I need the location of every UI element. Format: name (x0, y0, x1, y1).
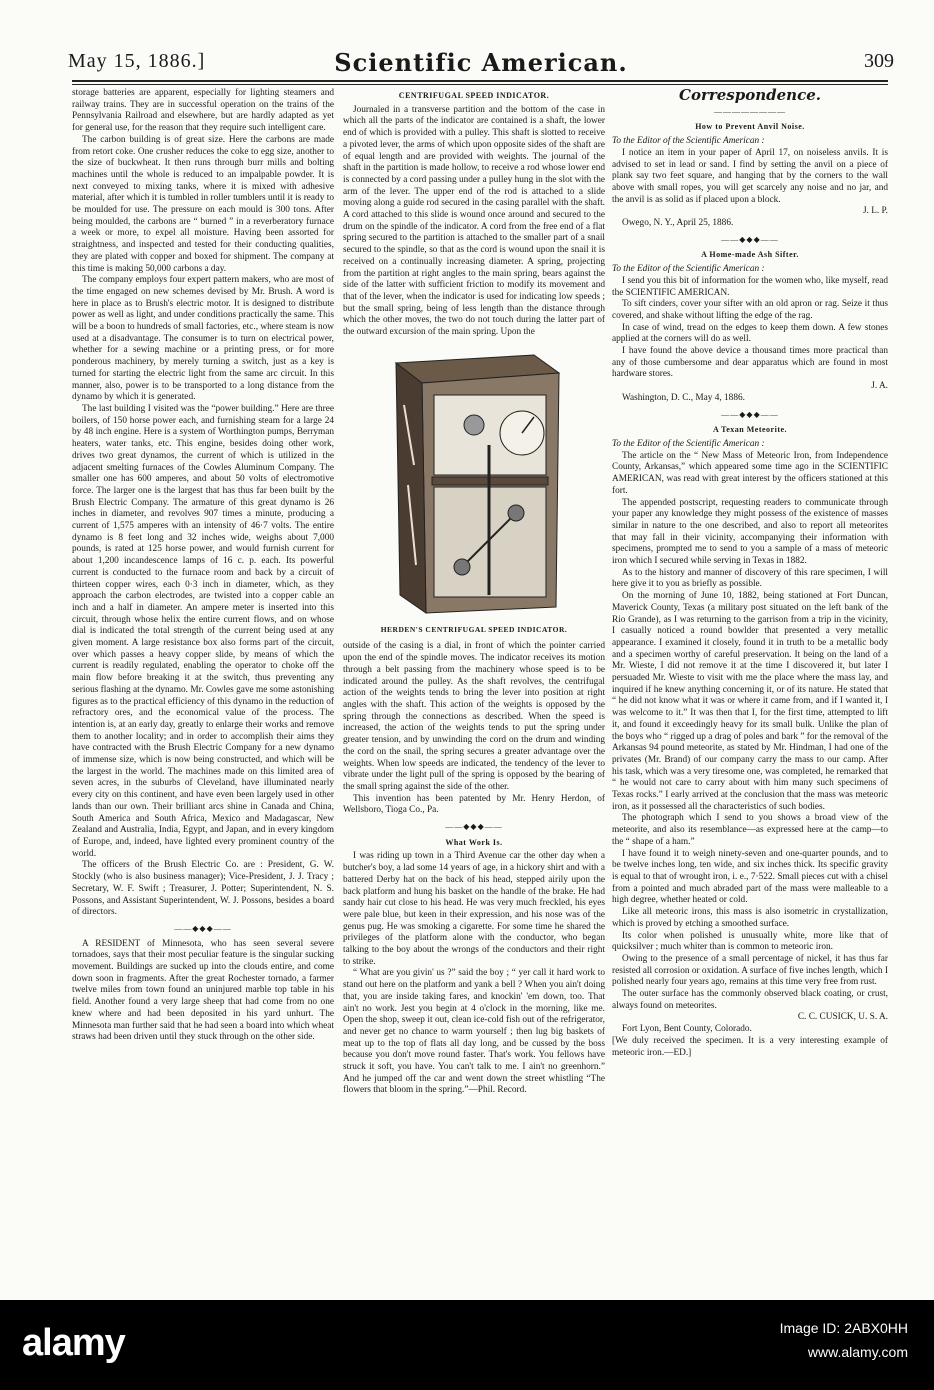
letter-paragraph: The photograph which I send to you shows a broad view of the meteorite, and also its resemblance—as expressed here at the camp—to the “ shape of a ham.” (612, 813, 888, 847)
article-paragraph: I was riding up town in a Third Avenue car the other day when a butcher's boy, a lad some 14 years of age, in a hickory shirt and with a battered Derby hat on the back of his head, stepped airily upon the back platform and hung his basket on the handle of the brake. He had sandy hair cut close to his head. He was very much freckled, his eyes were pale blue, but keen in their expression, and his nose was of the genus pug. He was smoking a cigarette. For some time he shared the privileges of the platform alone with the conductor, who began talking to the boy about the wrongs of the conductors and their right to strike. (343, 851, 605, 967)
speed-indicator-illustration (374, 345, 574, 620)
letter-paragraph: The outer surface has the commonly observed black coating, or crust, always found on meteorites. (612, 989, 888, 1011)
ornament-divider: ——◆◆◆—— (721, 409, 779, 419)
page-header (68, 40, 894, 80)
figure-caption: HERDEN'S CENTRIFUGAL SPEED INDICATOR. (380, 624, 568, 634)
letter-paragraph: I notice an item in your paper of April 17, on noiseless anvils. It is advised to set in lead or sand. I find by setting the anvil on a piece of plank say two feet square, and hanging that by the corners to the wall above with small ropes, you will get scarcely any noise and no jar, and the anvil is as solid as if placed upon a block. (612, 147, 888, 205)
header-rule (72, 80, 888, 82)
letter-paragraph: I have found the above device a thousand times more practical than any of those cumbersome and dear apparatus which are found in most hardware stores. (612, 346, 888, 380)
section-heading: Correspondence. (679, 88, 821, 104)
issue-date: May 15, 1886.] (68, 50, 206, 72)
letter-title: A Home-made Ash Sifter. (701, 250, 799, 260)
letter-place: Fort Lyon, Bent County, Colorado. (622, 1024, 752, 1035)
article-heading: What Work Is. (445, 837, 503, 847)
image-id: Image ID: 2ABX0HH (779, 1320, 908, 1336)
article-paragraph: “ What are you givin' us ?” said the boy ; “ yer call it hard work to stand out here on the platform and yank a bell ? When you ain't doing that, you are inside taking fares, and knockin' 'em down, too. That ain't no work. Jest you begin at 4 o'clock in the morning, like me. Open the shop, sweep it out, clean ice-cold fish out of the refrigerator, and never get no chance to warm yourself ; then lug big baskets of meat up to the top of flats all day long, and be cussed by the boss because you don't move round faster. That's work. You fellows have struck it soft, you have. You can't talk to me. I ain't no greenhorn.” And he jumped off the car and went down the street whistling “The flowers that bloom in the spring.”—Phil. Record. (343, 968, 605, 1096)
ornament-divider: ——◆◆◆—— (721, 234, 779, 244)
letter-paragraph: Its color when polished is unusually white, more like that of quicksilver ; much whiter than is common to meteoric iron. (612, 930, 888, 953)
letter-paragraph: In case of wind, tread on the edges to keep them down. A few stones applied at the corners will do as well. (612, 322, 888, 345)
col1-paragraph: The carbon building is of great size. Here the carbons are made from retort coke. One crusher reduces the coke to egg size, another to the size of buckwheat. It then runs through burr mills and bolting machines until the whole is reduced to an impalpable powder. It is next conveyed to mixing tanks, where it is mixed with adhesive material, after which it is tumbled in roller tumblers until it is ready to be moulded for use. The pressure on each mould is 300 tons. After being moulded, the carbons are “ burned ” in a reverberatory furnace a week or more, to expel all moisture. Having been assorted for straightness, and inspected and tested for their conducting qualities, they are plated with copper and boxed for shipment. The company at this time is making 50,000 carbons a day. (72, 134, 334, 274)
article-paragraph: This invention has been patented by Mr. Henry Herdon, of Wellsboro, Tioga Co., Pa. (343, 793, 605, 816)
ornament-divider: ——◆◆◆—— (174, 923, 232, 933)
letter-salutation: To the Editor of the Scientific American : (612, 136, 765, 147)
header-rule-thin (72, 84, 888, 85)
col1-paragraph: storage batteries are apparent, especially for lighting steamers and railway trains. They are in successful operation on the trains of the Pennsylvania Railroad and elsewhere, but are hardly adapted as yet for general use, for the reason that they require such intelligent care. (72, 88, 334, 134)
editor-note: [We duly received the specimen. It is a very interesting example of meteoric iron.—ED.] (612, 1035, 888, 1058)
col1-paragraph: The last building I visited was the “power building.” Here are three boilers, of 150 horse power each, and furnishing steam for a large 24 by 48 inch engine. Here is a system of Worthington pumps, Berryman heaters, water tanks, etc. This engine, besides doing other work, drives two great dynamos, the current of which is utilized in the adjacent smelting furnaces of the Cowles Aluminum Company. The smaller one has 600 amperes, and about 50 volts of electromotive force. The larger one is the largest that has thus far been built by the Brush Electric Company. The armature of this great dynamo is 26 inches in diameter, and revolves 907 times a minute, producing a current of 1,575 amperes with an intensity of 46·7 volts. The entire dynamo is 8 feet long and 32 inches wide, weighs about 7,000 pounds, is rated at 125 horse power, and would furnish current for about 1,200 incandescence lamps of 16 c. p. each. Its powerful current is conducted to the furnace room and back by a circuit of thirteen copper wires, each 0·3 inch in diameter, which, as they approach the carbon electrodes, are twisted into a copper cable an inch and a half in diameter. An ampere meter is inserted into this circuit, through whose helix the entire current flows, and on whose dial is indicated the total strength of the current being used at any given moment. A large resistance box also forms part of the circuit, over which passes a heavy copper slide, by means of which the current is readily regulated, enabling the operator to choke off the main flow before breaking it at the switch, thus preventing any serious flashing at the dynamo. Mr. Cowles gave me some astonishing figures as to the practical efficiency of this dynamo in the reduction of refractory ores, and the economical value of the process. The intention is, at an early day, greatly to enlarge their works and remove them to another locality; and in order to accomplish their aims they have contracted with the Brush Electric Company for a new dynamo of immense size, which is now being constructed, and which will be the largest in the world. The machines made on this limited area of seven acres, in the suburbs of Cleveland, have illuminated nearly every city on this continent, and have even been largely used in other lands than our own. Their brilliant arcs shine in Canada and China, South America and South Africa, Mexico and Madagascar, New Zealand and Australia, India, Egypt, and Japan, and in every kingdom of Europe, and, indeed, have lighted every prominent country of the world. (72, 403, 334, 859)
column-3 (612, 88, 888, 1293)
article-paragraph: Journaled in a transverse partition and the bottom of the case in which all the parts of the indicator are contained is a shaft, the lower end of which is provided with a pulley. This shaft is slotted to receive a pivoted lever, the arms of which upon opposite sides of the shaft are of equal length and are provided with weights. The journal of the shaft in the partition is made hollow, to receive a rod whose lower end is connected by a cord passing under a pulley hung in the slot with the arm of the lever. The upper end of the rod is attached to a slide moving along a guide rod secured in the casing parallel with the shaft. A cord attached to this slide is wound once around and secured to the drum on the spindle of the indicator. A cord from the free end of a flat spring secured to the partition is attached to the smaller part of a snail secured to the spindle, so that as the cord is wound upon the snail it is received on a continually increasing diameter. A spring, projecting from the partition at right angles to the main spring, bears against the side of the latter with sufficient friction to modify its movement and that of the lever, when the indicator is used for indicating low speeds ; but the small spring, being of less length than the distance through which the other moves, the two do not touch during the latter part of the outward excursion of the main spring. Upon the (343, 104, 605, 338)
letter-paragraph: As to the history and manner of discovery of this rare specimen, I will here give it to you as briefly as possible. (612, 567, 888, 590)
letter-paragraph: Like all meteoric irons, this mass is also isometric in crystallization, which is proved by etching a smoothed surface. (612, 907, 888, 929)
letter-paragraph: I have found it to weigh ninety-seven and one-quarter pounds, and to be twelve inches long, ten wide, and six inches thick. Its specific gravity is equal to that of wrought iron, i. e., 7·522. Small pieces cut with a chisel from a pointed and much abraded part of the mass were malleable to a high degree, whether heated or cold. (612, 848, 888, 906)
column-2 (343, 88, 605, 1293)
letter-paragraph: Owing to the presence of a small percentage of nickel, it has thus far resisted all corrosion or oxidation. A surface of five inches length, which I polished nearly four years ago, remains at this time very free from rust. (612, 953, 888, 988)
article-paragraph: outside of the casing is a dial, in front of which the pointer carried upon the end of the spindle moves. The indicator receives its motion through a belt passing from the machinery whose speed is to be indicated around the pulley. As the shaft revolves, the centrifugal action of the weights tends to bring the lever into position at right angles with the shaft. This action of the weights is opposed by the spring through the connections as described. When the speed is increased, the action of the weights tends to put the spring under greater tension, and by unwinding the cord on the drum and winding the cord on the snail, the spring secures a greater advantage over the weights. When low speeds are indicated, the tendency of the lever to vibrate under the light pull of the spring is opposed by the bearing of the small spring against the side of the other. (343, 641, 605, 792)
letter-paragraph: I send you this bit of information for the women who, like myself, read the SCIENTIFIC AMERICAN. (612, 275, 888, 298)
site-url: www.alamy.com (807, 1344, 908, 1360)
letter-salutation: To the Editor of the Scientific American : (612, 438, 765, 449)
letter-signature: J. L. P. (862, 206, 888, 217)
letter-place: Washington, D. C., May 4, 1886. (622, 392, 745, 403)
masthead-title: Scientific American. (334, 48, 628, 77)
letter-title: A Texan Meteorite. (712, 425, 788, 435)
engraving-figure (343, 345, 605, 620)
letter-signature: C. C. CUSICK, U. S. A. (797, 1012, 888, 1023)
letter-signature: J. A. (871, 381, 888, 392)
letter-place: Owego, N. Y., April 25, 1886. (622, 218, 734, 229)
col1-paragraph: The officers of the Brush Electric Co. are : President, G. W. Stockly (who is also business manager); Vice-President, J. J. Tracy ; Secretary, W. F. Swift ; Treasurer, J. Potter; Superintendent, N. S. Possons, and Assistant Superintendent, W. J. Possons, besides a board of directors. (72, 860, 334, 918)
col1-paragraph: The company employs four expert pattern makers, who are most of the time engaged on new schemes devised by Mr. Brush. A word is here in place as to Brush's electric motor. It is designed to distribute power as well as light, and under conditions practically the same. This will be a boon to hundreds of small factories, etc., where steam is now used at a disadvantage. The consumer is to turn on electrical power, whether for a sewing machine or a printing press, or for more ponderous machinery, by merely turning a switch, just as a key is turned for starting the electric light from the same arc circuit. In this manner, also, power is to be transported to a long distance from the dynamo by which it is generated. (72, 275, 334, 403)
tornado-paragraph: A RESIDENT of Minnesota, who has seen several severe tornadoes, says that their most peculiar feature is the singular sucking movement. Buildings are sucked up into the clouds entire, and come down soon in fragments. After the great Rochester tornado, a farmer twelve miles from town found an uninjured marble top table in his field. Another found a very large sheep that had come from no one knew where and had been deposited in his yard unhurt. The Minnesota man further said that he had seen a board into which wheat straws had been driven until they stuck through on the other side. (72, 938, 334, 1043)
letter-title: How to Prevent Anvil Noise. (695, 122, 805, 132)
article-heading: CENTRIFUGAL SPEED INDICATOR. (398, 91, 550, 100)
letter-paragraph: The article on the “ New Mass of Meteoric Iron, from Independence County, Arkansas,” which appeared some time ago in the SCIENTIFIC AMERICAN, was read with great interest by the officers stationed at this fort. (612, 450, 888, 496)
column-1 (72, 88, 334, 1293)
letter-paragraph: To sift cinders, cover your sifter with an old apron or rag. Seize it thus covered, and shake without lifting the edge of the rag. (612, 299, 888, 321)
page-number: 309 (864, 50, 894, 72)
ornament-divider: ——◆◆◆—— (445, 822, 503, 832)
ornament-divider: ———————— (714, 106, 786, 116)
letter-paragraph: On the morning of June 10, 1882, being stationed at Fort Duncan, Maverick County, Texas (a military post situated on the left bank of the Rio Grande), as I was returning to the garrison from a trip in the vicinity, I casually noticed a round bowlder that presented a very metallic appearance. I examined it closely, found it in truth to be a metallic body and a specimen worthy of careful preservation. It being on the land of a Mr. Wieste, I did not remove it at the time I discovered it, but later I persuaded Mr. Wieste to visit with me the place where the mass lay, and inquired if he knew anything concerning it, or of its nature. He stated that “ he did not know what it was or where it came from, and if I wanted it, I was welcome to it.” It was then that I, for the first time, attempted to lift it, and found it exceedingly heavy for its small bulk. Unlike the plan of the boys who “ rigged up a drag of poles and bark ” for the removal of the Arkansas 94 pound meteorite, as stated by Mr. Hindman, I had one of the privates (Mr. Brand) of our company carry the mass to our camp. After his task, which was a very tiresome one, was completed, he remarked that “ he would not care to carry about with him many such specimens of Texas rocks.” I early arrived at the conclusion that the mass was meteoric iron, as it possessed all the characteristics of such bodies. (612, 591, 888, 812)
letter-paragraph: The appended postscript, requesting readers to communicate through your paper any knowledge they might possess of the existence of masses similar in nature to the one described, and also to report all meteorites that may fall in their vicinity, accompanying their information with specimens, prompted me to send to you a sample of a mass of meteoric iron which I secured while serving in Texas in 1882. (612, 497, 888, 567)
alamy-logo: alamy (22, 1322, 125, 1364)
watermark-footer (0, 1300, 934, 1390)
letter-salutation: To the Editor of the Scientific American : (612, 264, 765, 275)
